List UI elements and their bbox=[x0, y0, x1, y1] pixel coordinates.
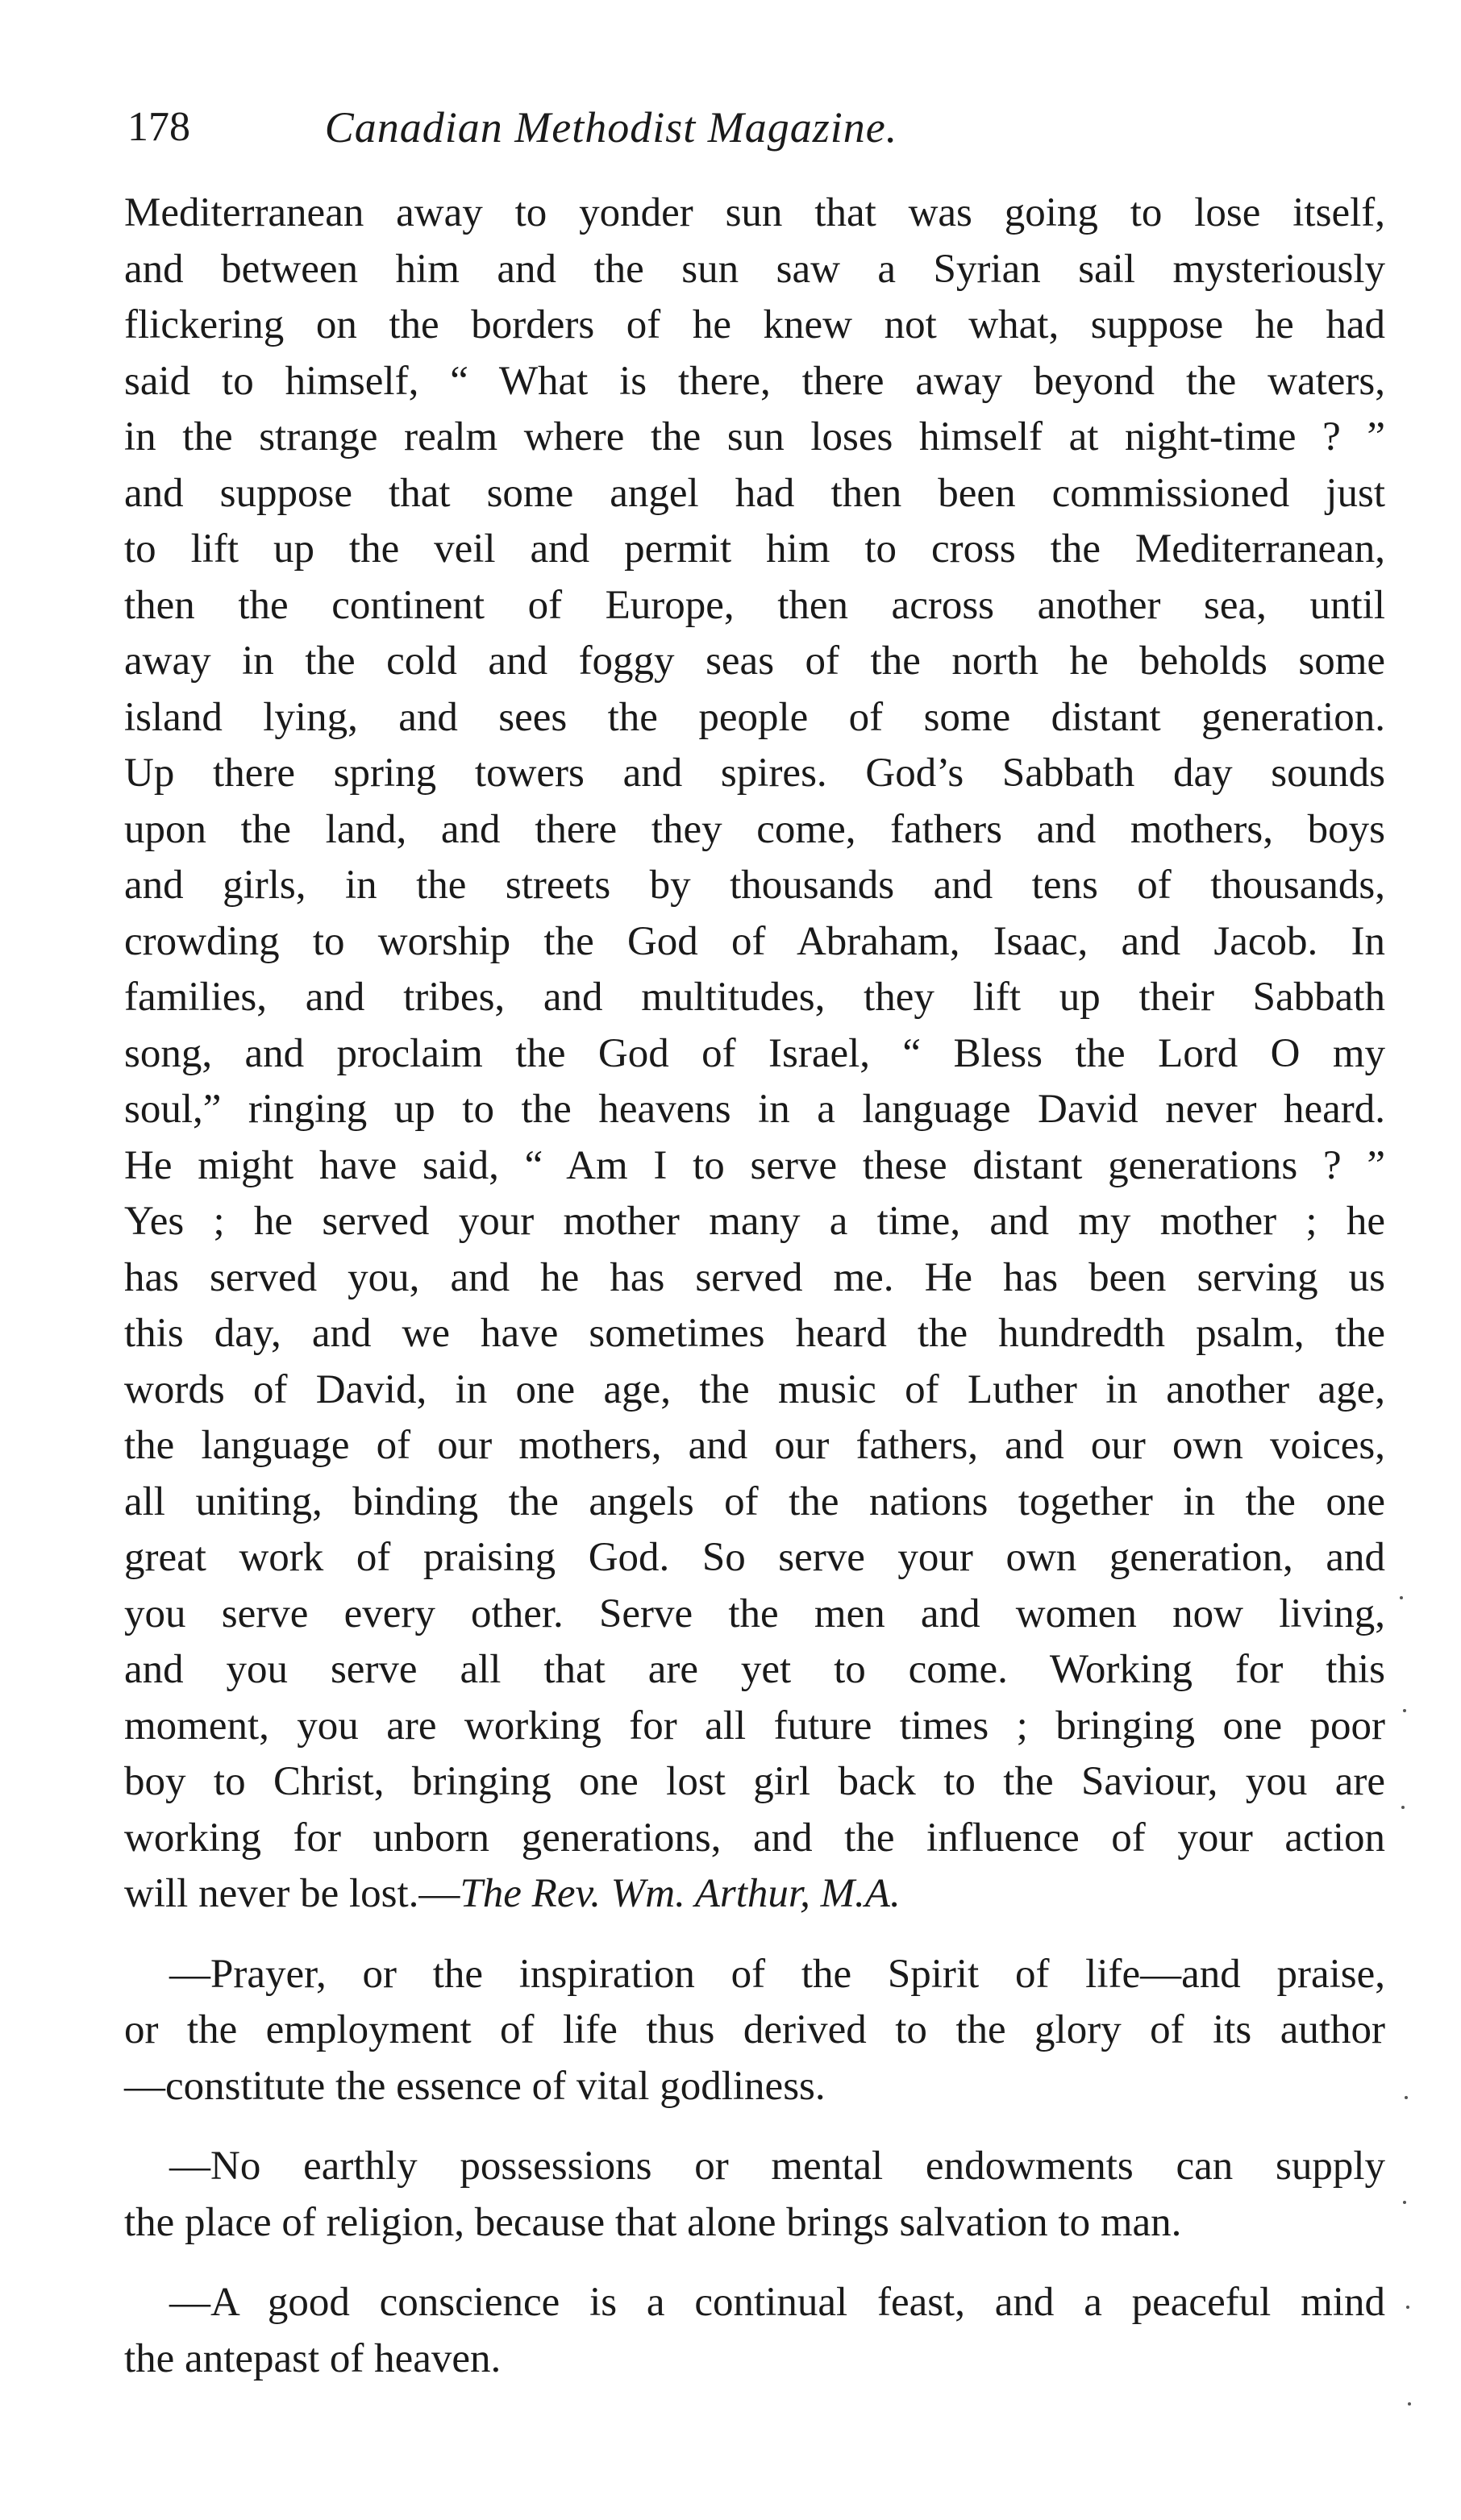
margin-specks bbox=[1395, 1532, 1443, 2499]
saying-1 bbox=[124, 1947, 1385, 2115]
text-line: and girls, in the streets by thousands and tens of thousands, bbox=[124, 863, 1385, 908]
text-line: and suppose that some angel had then been commissioned just bbox=[124, 470, 1385, 516]
text-line: this day, and we have sometimes heard the hundredth psalm, the bbox=[124, 1311, 1385, 1356]
text-line: then the continent of Europe, then across another sea, until bbox=[124, 582, 1385, 628]
paragraph-gap bbox=[124, 2115, 1385, 2139]
text-line: song, and proclaim the God of Israel, “ Bless the Lord O my bbox=[124, 1030, 1385, 1076]
page-header bbox=[127, 95, 1385, 160]
text-line: Yes ; he served your mother many a time, and my mother ; he bbox=[124, 1199, 1385, 1244]
text-line: —No earthly possessions or mental endowments can supply bbox=[169, 2144, 1385, 2189]
attribution: The Rev. Wm. Arthur, M.A. bbox=[460, 1871, 901, 1916]
text-line: the language of our mothers, and our fathers, and our own voices, bbox=[124, 1423, 1385, 1468]
page-body bbox=[124, 185, 1385, 2387]
closing-text: will never be lost.— bbox=[124, 1871, 460, 1916]
text-line: and you serve all that are yet to come. Working for this bbox=[124, 1647, 1385, 1692]
text-line: moment, you are working for all future times ; bringing one poor bbox=[124, 1703, 1385, 1749]
text-line: and between him and the sun saw a Syrian sail mysteriously bbox=[124, 246, 1385, 292]
text-line: in the strange realm where the sun loses himself at night-time ? ” bbox=[124, 414, 1385, 460]
main-paragraph bbox=[124, 185, 1385, 1923]
text-line: boy to Christ, bringing one lost girl back to the Saviour, you are bbox=[124, 1759, 1385, 1804]
text-line-last: the antepast of heaven. bbox=[124, 2335, 502, 2381]
text-line: —Prayer, or the inspiration of the Spirit of life—and praise, bbox=[169, 1951, 1385, 1997]
running-title: Canadian Methodist Magazine. bbox=[324, 103, 898, 152]
speck bbox=[1400, 1596, 1403, 1599]
text-line: crowding to worship the God of Abraham, Isaac, and Jacob. In bbox=[124, 918, 1385, 964]
text-line: flickering on the borders of he knew not what, suppose he had bbox=[124, 302, 1385, 347]
text-line: working for unborn generations, and the influence of your action bbox=[124, 1815, 1385, 1861]
saying-3 bbox=[124, 2275, 1385, 2387]
text-line: has served you, and he has served me. He has been serving us bbox=[124, 1254, 1385, 1300]
text-line: words of David, in one age, the music of Luther in another age, bbox=[124, 1366, 1385, 1412]
saying-2 bbox=[124, 2139, 1385, 2251]
speck bbox=[1401, 1806, 1405, 1809]
text-line: Mediterranean away to yonder sun that was going to lose itself, bbox=[124, 190, 1385, 235]
speck bbox=[1406, 2306, 1409, 2309]
text-line: He might have said, “ Am I to serve these distant generations ? ” bbox=[124, 1142, 1385, 1188]
text-line: or the employment of life thus derived to the glory of its author bbox=[124, 2007, 1385, 2052]
text-line: away in the cold and foggy seas of the north he beholds some bbox=[124, 638, 1385, 684]
text-line: upon the land, and there they come, fathers and mothers, boys bbox=[124, 806, 1385, 852]
text-line: —A good conscience is a continual feast, and a peaceful mind bbox=[169, 2280, 1385, 2325]
text-line: island lying, and sees the people of some distant generation. bbox=[124, 694, 1385, 740]
paragraph-gap bbox=[124, 2251, 1385, 2275]
text-line-last bbox=[124, 1866, 1385, 1923]
speck bbox=[1403, 1709, 1406, 1712]
text-line: to lift up the veil and permit him to cross the Mediterranean, bbox=[124, 526, 1385, 572]
text-line: all uniting, binding the angels of the nations together in the one bbox=[124, 1478, 1385, 1524]
paragraph-gap bbox=[124, 1923, 1385, 1947]
speck bbox=[1408, 2402, 1411, 2406]
text-line: great work of praising God. So serve your own generation, and bbox=[124, 1535, 1385, 1580]
text-line: families, and tribes, and multitudes, they lift up their Sabbath bbox=[124, 975, 1385, 1020]
text-line: Up there spring towers and spires. God’s Sabbath day sounds bbox=[124, 751, 1385, 796]
page-number: 178 bbox=[127, 104, 190, 150]
speck bbox=[1405, 2096, 1408, 2099]
text-line: said to himself, “ What is there, there away beyond the waters, bbox=[124, 358, 1385, 404]
speck bbox=[1403, 2201, 1406, 2204]
text-line: you serve every other. Serve the men and women now living, bbox=[124, 1591, 1385, 1636]
text-line-last: the place of religion, because that alone brings salvation to man. bbox=[124, 2199, 1182, 2245]
text-line: soul,” ringing up to the heavens in a language David never heard. bbox=[124, 1087, 1385, 1132]
text-line-last: —constitute the essence of vital godliness. bbox=[124, 2063, 826, 2109]
